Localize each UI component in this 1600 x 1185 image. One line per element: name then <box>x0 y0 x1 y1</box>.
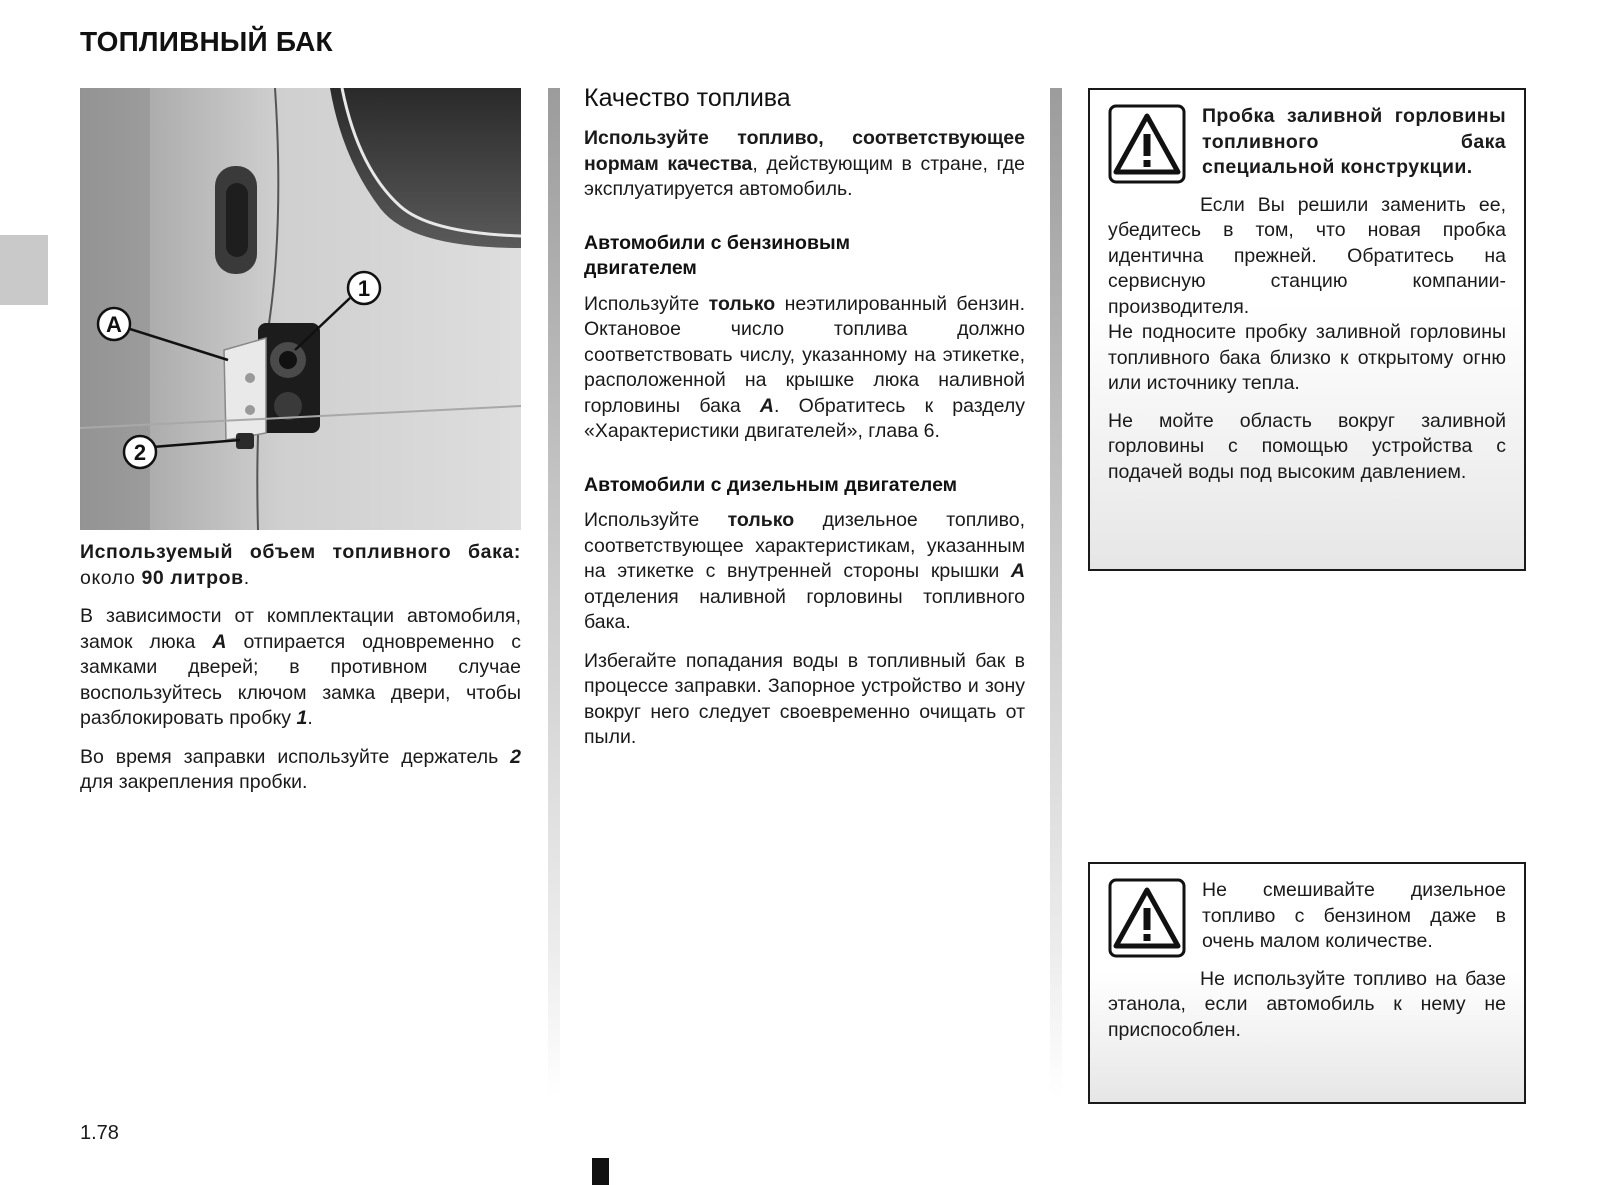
petrol-text-a: Используйте <box>584 292 709 315</box>
capacity-value: 90 литров <box>141 566 244 589</box>
svg-text:A: A <box>106 312 122 337</box>
capacity-paragraph <box>80 540 521 591</box>
unlock-text-b: отпирается одновременно с замками дверей; в противном случае воспользуйтесь ключом замка двери, чтобы разблокировать пробку <box>80 630 521 729</box>
quality-intro-bold: Используйте топливо, соответствующее нормам качества <box>584 127 1025 175</box>
middle-column <box>584 82 1025 764</box>
petrol-paragraph <box>584 292 1025 445</box>
warning-box-diesel <box>1088 862 1526 1104</box>
warning2-mixing: Не смешивайте дизельное топливо с бензином даже в очень малом количестве. <box>1202 879 1506 952</box>
capacity-label: Используемый объем топливного бака: <box>80 541 521 563</box>
column-divider-2 <box>1050 88 1062 1098</box>
page-marker <box>592 1158 609 1185</box>
page-number: 1.78 <box>80 1122 119 1144</box>
diesel-text-c: отделения наливной горловины топливного бака. <box>584 585 1025 633</box>
warning1-fire: Не подносите пробку заливной горловины топливного бака близко к открытому огню или источнику тепла. <box>1108 321 1506 394</box>
diesel-text-b: дизельное топливо, соответствующее характеристикам, указанным на этикетке с внутренней стороны крышки <box>584 509 1025 582</box>
column-divider-1 <box>548 88 560 1098</box>
petrol-text-c: . Обратитесь к разделу «Характеристики двигателей», глава 6. <box>584 394 1025 442</box>
diesel-paragraph <box>584 508 1025 636</box>
diesel-only: только <box>727 509 795 531</box>
chapter-tab <box>0 235 48 305</box>
callout-1 <box>348 272 380 304</box>
unlock-text-a: В зависимости от комплектации автомобиля, замок люка <box>80 605 521 653</box>
ref-1: 1 <box>296 707 308 729</box>
warning-box-fuel-cap <box>1088 88 1526 571</box>
petrol-only: только <box>708 292 776 315</box>
warning1-replace: Если Вы решили заменить ее, убедитесь в том, что новая пробка идентична прежней. Обратитесь на сервисную станцию компании-производителя. <box>1108 193 1506 318</box>
ref-2: 2 <box>510 745 521 768</box>
svg-text:1: 1 <box>357 276 371 301</box>
callout-2 <box>124 436 156 468</box>
quality-intro <box>584 126 1025 203</box>
holder-paragraph <box>80 745 521 796</box>
ref-a: A <box>212 630 227 653</box>
callout-a <box>98 308 130 340</box>
svg-text:2: 2 <box>133 440 147 465</box>
fuel-door-illustration <box>80 88 521 530</box>
capacity-end: . <box>243 566 250 589</box>
unlock-end: . <box>307 707 313 729</box>
diesel-text-a: Используйте <box>584 509 728 531</box>
warning1-washing: Не мойте область вокруг заливной горловины с помощью устройства с подачей воды под высоким давлением. <box>1108 409 1506 483</box>
left-column <box>80 540 521 809</box>
page-title: ТОПЛИВНЫЙ БАК <box>80 26 333 57</box>
fuel-door-photo <box>80 88 521 530</box>
holder-text-b: для закрепления пробки. <box>80 771 308 793</box>
quality-intro-rest: , действующим в стране, где эксплуатируется автомобиль. <box>584 152 1025 200</box>
petrol-ref-a: A <box>759 394 774 417</box>
holder-text-a: Во время заправки используйте держатель <box>80 745 511 768</box>
diesel-heading: Автомобили с дизельным двигателем <box>584 473 958 496</box>
petrol-heading: Автомобили с бензиновым двигателем <box>584 231 851 279</box>
warning2-ethanol: Не используйте топливо на базе этанола, если автомобиль к нему не приспособлен. <box>1108 967 1506 1041</box>
warning1-bold-text: Пробка заливной горловины топливного бака специальной конструкции. <box>1202 105 1506 178</box>
capacity-text: около <box>80 566 142 589</box>
warning-triangle-icon <box>1108 878 1186 958</box>
fuel-quality-heading: Качество топлива <box>584 84 791 112</box>
water-paragraph: Избегайте попадания воды в топливный бак в процессе заправки. Запорное устройство и зону вокруг него следует своевременно очищать от пыли. <box>584 649 1025 748</box>
warning-triangle-icon <box>1108 104 1186 184</box>
unlock-paragraph <box>80 604 521 732</box>
petrol-text-b: неэтилированный бензин. Октановое число топлива должно соответствовать числу, указанному на этикетке, расположенной на крышке люка наливной горловины бака <box>584 292 1025 417</box>
diesel-ref-a: A <box>1010 560 1025 582</box>
